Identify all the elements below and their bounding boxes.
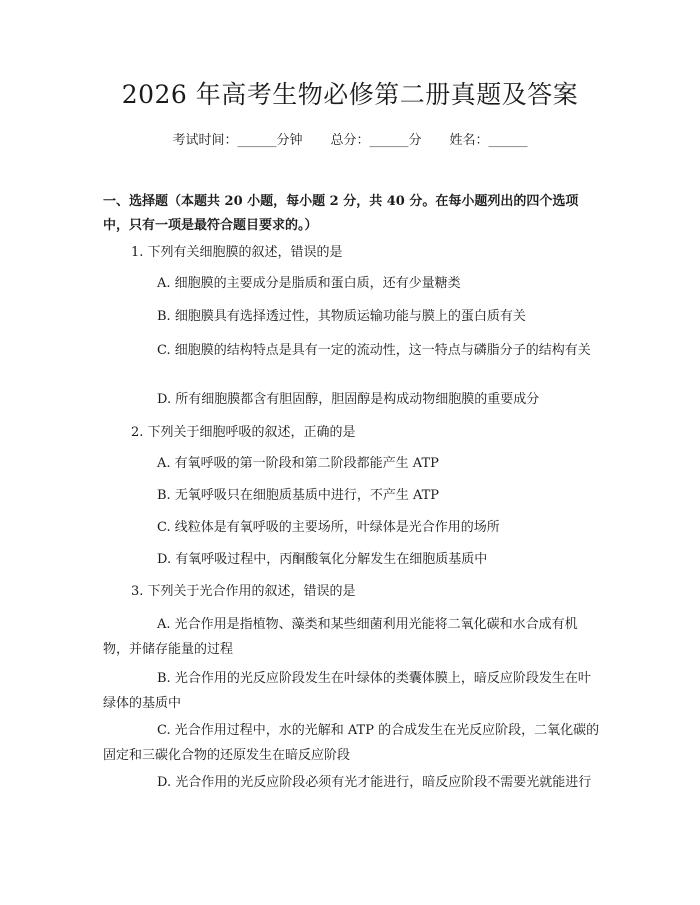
question-1-option-a: A. 细胞膜的主要成分是脂质和蛋白质，还有少量糖类 [157,276,461,291]
question-3-option-a: A. 光合作用是指植物、藻类和某些细菌利用光能将二氧化碳和水合成有机物，并储存能量的过程 [103,617,578,657]
question-3-option-d: D. 光合作用的光反应阶段必须有光才能进行，暗反应阶段不需要光就能进行 [157,775,592,790]
question-3-option-c: C. 光合作用过程中，水的光解和 ATP 的合成发生在光反应阶段，二氧化碳的固定和三碳化合物的还原发生在暗反应阶段 [103,723,600,763]
exam-info-line [0,131,700,151]
question-2-option-a: A. 有氧呼吸的第一阶段和第二阶段都能产生 ATP [157,456,439,471]
question-1-option-b: B. 细胞膜具有选择透过性，其物质运输功能与膜上的蛋白质有关 [157,309,526,324]
exam-score-field: 总分：______分 [330,133,422,148]
question-3-option-b: B. 光合作用的光反应阶段发生在叶绿体的类囊体膜上，暗反应阶段发生在叶绿体的基质中 [103,671,591,711]
question-2-option-d: D. 有氧呼吸过程中，丙酮酸氧化分解发生在细胞质基质中 [157,552,488,567]
question-1-option-c: C. 细胞膜的结构特点是具有一定的流动性，这一特点与磷脂分子的结构有关 [157,343,591,358]
student-name-field: 姓名：______ [449,133,528,148]
exam-time-field: 考试时间：______分钟 [172,133,303,148]
question-1-option-d: D. 所有细胞膜都含有胆固醇，胆固醇是构成动物细胞膜的重要成分 [157,392,540,407]
question-2-option-c: C. 线粒体是有氧呼吸的主要场所，叶绿体是光合作用的场所 [157,520,500,535]
question-2-stem: 2. 下列关于细胞呼吸的叙述，正确的是 [131,425,356,440]
question-1-stem: 1. 下列有关细胞膜的叙述，错误的是 [131,245,343,260]
question-2-option-b: B. 无氧呼吸只在细胞质基质中进行，不产生 ATP [157,488,440,503]
section-heading: 一、选择题（本题共 20 小题，每小题 2 分，共 40 分。在每小题列出的四个选项中，只有一项是最符合题目要求的。） [103,194,579,233]
question-3-stem: 3. 下列关于光合作用的叙述，错误的是 [131,584,356,599]
page-title: 2026 年高考生物必修第二册真题及答案 [121,80,579,109]
